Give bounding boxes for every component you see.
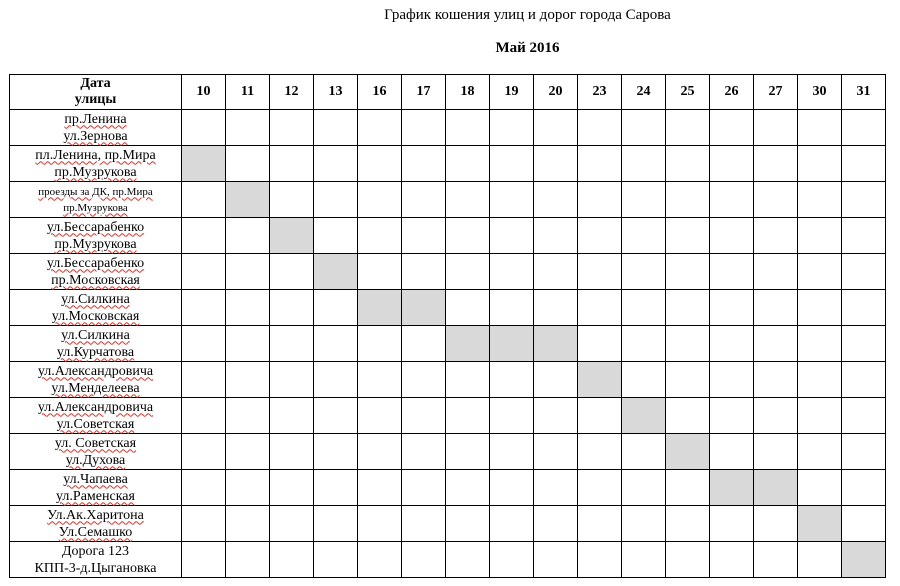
schedule-cell (842, 398, 886, 434)
schedule-cell (666, 146, 710, 182)
schedule-cell (446, 398, 490, 434)
schedule-cell (490, 398, 534, 434)
schedule-cell (710, 290, 754, 326)
street-name-line: ул.Менделеева (51, 380, 140, 396)
street-cell (10, 146, 182, 182)
schedule-cell (578, 506, 622, 542)
schedule-cell (710, 182, 754, 218)
street-cell (10, 542, 182, 578)
schedule-cell (358, 506, 402, 542)
street-name-line: пр.Музрукова (54, 164, 137, 180)
schedule-cell (842, 434, 886, 470)
schedule-cell (402, 506, 446, 542)
schedule-cell (358, 146, 402, 182)
schedule-cell (314, 362, 358, 398)
schedule-cell (754, 110, 798, 146)
schedule-cell (402, 434, 446, 470)
schedule-cell (534, 542, 578, 578)
schedule-cell (578, 182, 622, 218)
schedule-cell (798, 326, 842, 362)
schedule-cell (182, 110, 226, 146)
schedule-cell (534, 182, 578, 218)
schedule-cell (446, 506, 490, 542)
schedule-cell (622, 542, 666, 578)
schedule-cell (358, 182, 402, 218)
schedule-cell (446, 542, 490, 578)
street-cell (10, 254, 182, 290)
day-header: 24 (622, 75, 666, 110)
schedule-cell (226, 470, 270, 506)
schedule-cell (226, 542, 270, 578)
schedule-cell (226, 434, 270, 470)
schedule-cell (490, 254, 534, 290)
schedule-cell (622, 254, 666, 290)
schedule-cell (490, 146, 534, 182)
day-header: 27 (754, 75, 798, 110)
street-cell (10, 506, 182, 542)
table-row (10, 470, 886, 506)
schedule-cell (754, 434, 798, 470)
street-name-line: ул.Духова (65, 452, 126, 468)
schedule-cell (666, 110, 710, 146)
street-name-line: ул.Бессарабенко (46, 219, 145, 235)
schedule-cell (314, 542, 358, 578)
schedule-cell (446, 254, 490, 290)
schedule-cell (358, 326, 402, 362)
schedule-cell (798, 254, 842, 290)
table-row (10, 290, 886, 326)
schedule-cell (402, 542, 446, 578)
street-cell (10, 182, 182, 218)
street-name-line: пр.Музрукова (54, 236, 137, 252)
schedule-cell (666, 506, 710, 542)
schedule-cell (798, 182, 842, 218)
schedule-cell (798, 146, 842, 182)
schedule-cell (534, 434, 578, 470)
schedule-cell (754, 254, 798, 290)
schedule-cell (490, 182, 534, 218)
schedule-cell (358, 110, 402, 146)
header-row (10, 75, 886, 110)
street-cell (10, 110, 182, 146)
street-cell (10, 362, 182, 398)
schedule-cell (754, 398, 798, 434)
schedule-cell (446, 362, 490, 398)
schedule-cell (754, 290, 798, 326)
schedule-cell (182, 362, 226, 398)
schedule-cell (490, 434, 534, 470)
day-header: 16 (358, 75, 402, 110)
schedule-cell (534, 398, 578, 434)
schedule-cell (578, 146, 622, 182)
schedule-cell (666, 218, 710, 254)
schedule-cell (270, 254, 314, 290)
schedule-cell (270, 290, 314, 326)
schedule-cell (226, 290, 270, 326)
mowing-day-cell (754, 470, 798, 506)
schedule-cell (270, 542, 314, 578)
schedule-cell (666, 542, 710, 578)
schedule-cell (270, 182, 314, 218)
mowing-day-cell (402, 290, 446, 326)
schedule-cell (270, 362, 314, 398)
schedule-cell (622, 506, 666, 542)
schedule-cell (842, 254, 886, 290)
day-header: 18 (446, 75, 490, 110)
schedule-cell (490, 506, 534, 542)
schedule-cell (270, 506, 314, 542)
schedule-cell (798, 398, 842, 434)
table-row (10, 506, 886, 542)
schedule-cell (666, 326, 710, 362)
street-name-line: ул.Александровича (37, 399, 154, 415)
street-name-line: проезды за ДК, пр.Мира (38, 185, 153, 198)
schedule-cell (182, 218, 226, 254)
day-header: 25 (666, 75, 710, 110)
schedule-cell (182, 254, 226, 290)
day-header: 10 (182, 75, 226, 110)
schedule-cell (798, 290, 842, 326)
schedule-cell (446, 470, 490, 506)
schedule-cell (446, 110, 490, 146)
schedule-cell (578, 254, 622, 290)
schedule-cell (754, 326, 798, 362)
schedule-cell (666, 290, 710, 326)
schedule-cell (490, 542, 534, 578)
schedule-cell (402, 110, 446, 146)
schedule-body (10, 110, 886, 578)
schedule-cell (358, 362, 402, 398)
schedule-cell (402, 398, 446, 434)
mowing-day-cell (534, 326, 578, 362)
table-row (10, 146, 886, 182)
schedule-cell (534, 506, 578, 542)
schedule-cell (534, 362, 578, 398)
schedule-cell (710, 362, 754, 398)
schedule-cell (182, 398, 226, 434)
mowing-day-cell (446, 326, 490, 362)
schedule-cell (534, 470, 578, 506)
schedule-cell (270, 398, 314, 434)
schedule-cell (182, 290, 226, 326)
schedule-cell (578, 290, 622, 326)
schedule-cell (754, 218, 798, 254)
schedule-cell (666, 398, 710, 434)
schedule-cell (754, 182, 798, 218)
schedule-cell (534, 290, 578, 326)
street-name-line: ул.Чапаева (63, 471, 128, 487)
schedule-cell (314, 326, 358, 362)
schedule-cell (578, 470, 622, 506)
schedule-cell (710, 326, 754, 362)
schedule-cell (182, 182, 226, 218)
schedule-cell (314, 398, 358, 434)
schedule-cell (578, 542, 622, 578)
schedule-cell (402, 182, 446, 218)
day-header: 31 (842, 75, 886, 110)
schedule-cell (666, 182, 710, 218)
schedule-cell (402, 362, 446, 398)
schedule-cell (710, 542, 754, 578)
schedule-cell (226, 110, 270, 146)
schedule-cell (842, 470, 886, 506)
day-header: 19 (490, 75, 534, 110)
schedule-cell (358, 542, 402, 578)
corner-date-label: Дата (80, 76, 111, 91)
schedule-cell (622, 218, 666, 254)
schedule-cell (402, 146, 446, 182)
day-header: 13 (314, 75, 358, 110)
schedule-cell (578, 110, 622, 146)
schedule-cell (226, 398, 270, 434)
schedule-cell (446, 182, 490, 218)
schedule-cell (534, 218, 578, 254)
schedule-cell (842, 182, 886, 218)
street-name-line: КПП-3-д.Цыгановка (34, 560, 157, 576)
street-name-line: ул.Александровича (37, 363, 154, 379)
schedule-cell (226, 362, 270, 398)
mowing-day-cell (622, 398, 666, 434)
mowing-schedule-table (9, 74, 886, 578)
schedule-cell (182, 434, 226, 470)
schedule-cell (842, 326, 886, 362)
schedule-cell (182, 542, 226, 578)
street-name-line: ул.Бессарабенко (46, 255, 145, 271)
schedule-cell (798, 434, 842, 470)
schedule-cell (490, 290, 534, 326)
schedule-cell (314, 470, 358, 506)
street-name-line: ул.Раменская (56, 488, 135, 504)
schedule-cell (314, 506, 358, 542)
schedule-cell (666, 470, 710, 506)
schedule-cell (842, 506, 886, 542)
street-name-line: Дорога 123 (61, 543, 129, 559)
schedule-cell (842, 110, 886, 146)
schedule-cell (182, 506, 226, 542)
schedule-cell (226, 506, 270, 542)
mowing-day-cell (270, 218, 314, 254)
street-name-line: ул.Зернова (63, 128, 128, 144)
corner-header (10, 75, 182, 110)
mowing-day-cell (182, 146, 226, 182)
schedule-cell (358, 218, 402, 254)
schedule-cell (226, 326, 270, 362)
schedule-cell (182, 326, 226, 362)
day-header: 12 (270, 75, 314, 110)
street-cell (10, 398, 182, 434)
schedule-cell (622, 182, 666, 218)
street-name-line: ул.Силкина (61, 291, 130, 307)
schedule-cell (446, 434, 490, 470)
street-name-line: Ул.Семашко (58, 524, 133, 540)
day-header: 17 (402, 75, 446, 110)
schedule-cell (402, 470, 446, 506)
street-cell (10, 434, 182, 470)
schedule-cell (226, 254, 270, 290)
schedule-cell (754, 542, 798, 578)
day-header: 20 (534, 75, 578, 110)
schedule-cell (754, 362, 798, 398)
schedule-cell (226, 146, 270, 182)
schedule-cell (270, 326, 314, 362)
mowing-day-cell (666, 434, 710, 470)
schedule-cell (314, 146, 358, 182)
schedule-cell (754, 506, 798, 542)
street-name-line: ул.Советская (56, 416, 135, 432)
mowing-day-cell (798, 506, 842, 542)
street-name-line: пр.Музрукова (63, 201, 128, 214)
schedule-cell (798, 470, 842, 506)
day-header: 26 (710, 75, 754, 110)
mowing-day-cell (710, 470, 754, 506)
day-header: 11 (226, 75, 270, 110)
street-name-line: ул. Советская (54, 435, 137, 451)
schedule-cell (710, 398, 754, 434)
schedule-cell (314, 110, 358, 146)
schedule-cell (798, 110, 842, 146)
schedule-cell (622, 110, 666, 146)
day-header: 23 (578, 75, 622, 110)
schedule-cell (314, 182, 358, 218)
schedule-cell (842, 146, 886, 182)
schedule-cell (710, 146, 754, 182)
schedule-cell (182, 470, 226, 506)
table-row (10, 326, 886, 362)
day-header: 30 (798, 75, 842, 110)
schedule-cell (270, 146, 314, 182)
street-name-line: Ул.Ак.Харитона (47, 507, 144, 523)
schedule-cell (446, 146, 490, 182)
schedule-cell (798, 362, 842, 398)
schedule-cell (666, 362, 710, 398)
table-row (10, 218, 886, 254)
schedule-cell (622, 326, 666, 362)
schedule-cell (490, 362, 534, 398)
street-name-line: ул.Курчатова (56, 344, 135, 360)
schedule-cell (402, 254, 446, 290)
schedule-cell (578, 218, 622, 254)
schedule-cell (358, 254, 402, 290)
schedule-cell (402, 218, 446, 254)
schedule-cell (226, 218, 270, 254)
schedule-cell (622, 434, 666, 470)
schedule-cell (842, 290, 886, 326)
schedule-cell (534, 254, 578, 290)
schedule-cell (270, 110, 314, 146)
schedule-cell (490, 218, 534, 254)
schedule-cell (270, 434, 314, 470)
mowing-day-cell (490, 326, 534, 362)
street-name-line: пр.Ленина (64, 111, 127, 127)
street-cell (10, 290, 182, 326)
schedule-cell (534, 110, 578, 146)
table-row (10, 398, 886, 434)
mowing-day-cell (358, 290, 402, 326)
schedule-cell (358, 398, 402, 434)
mowing-day-cell (314, 254, 358, 290)
street-cell (10, 326, 182, 362)
street-cell (10, 470, 182, 506)
street-name-line: ул.Силкина (61, 327, 130, 343)
document-subtitle: Май 2016 (495, 40, 560, 56)
document-title: График кошения улиц и дорог города Сарова (384, 7, 671, 23)
table-row (10, 110, 886, 146)
mowing-day-cell (578, 362, 622, 398)
schedule-cell (314, 290, 358, 326)
schedule-cell (578, 326, 622, 362)
schedule-cell (534, 146, 578, 182)
table-row (10, 362, 886, 398)
table-row (10, 434, 886, 470)
street-cell (10, 218, 182, 254)
schedule-cell (578, 398, 622, 434)
schedule-cell (578, 434, 622, 470)
schedule-cell (490, 110, 534, 146)
schedule-cell (446, 290, 490, 326)
schedule-cell (446, 218, 490, 254)
street-name-line: ул.Московская (51, 308, 140, 324)
street-name-line: пр.Московская (51, 272, 140, 288)
corner-street-label: улицы (74, 92, 117, 107)
schedule-cell (358, 434, 402, 470)
schedule-cell (710, 254, 754, 290)
schedule-cell (842, 218, 886, 254)
schedule-cell (622, 290, 666, 326)
schedule-cell (710, 218, 754, 254)
table-row (10, 182, 886, 218)
schedule-cell (798, 218, 842, 254)
schedule-cell (358, 470, 402, 506)
schedule-cell (710, 506, 754, 542)
schedule-cell (754, 146, 798, 182)
schedule-cell (402, 326, 446, 362)
schedule-cell (710, 434, 754, 470)
schedule-cell (490, 470, 534, 506)
schedule-cell (270, 470, 314, 506)
schedule-cell (314, 218, 358, 254)
street-name-line: пл.Ленина, пр.Мира (35, 147, 156, 163)
schedule-cell (798, 542, 842, 578)
schedule-cell (622, 470, 666, 506)
schedule-cell (622, 362, 666, 398)
table-row (10, 542, 886, 578)
table-row (10, 254, 886, 290)
schedule-cell (622, 146, 666, 182)
schedule-cell (666, 254, 710, 290)
schedule-cell (314, 434, 358, 470)
schedule-cell (710, 110, 754, 146)
mowing-day-cell (842, 542, 886, 578)
schedule-cell (842, 362, 886, 398)
mowing-day-cell (226, 182, 270, 218)
